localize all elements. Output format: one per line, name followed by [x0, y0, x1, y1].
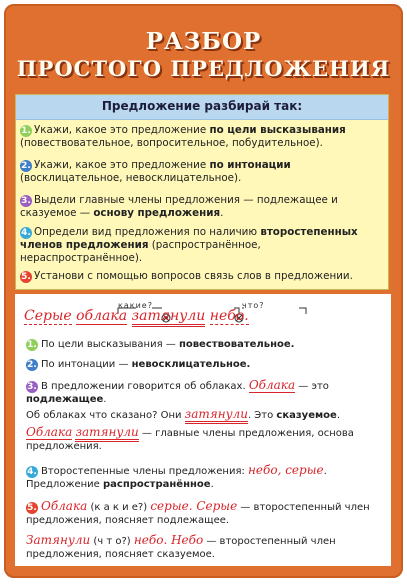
step-bold: по интонации: [209, 159, 291, 171]
step-bold: второстепенных членов предложения: [20, 226, 358, 251]
step-text: Укажи, какое это предложение: [34, 159, 210, 171]
title-line-1: РАЗБОР: [145, 28, 262, 55]
line-text: . Предложение: [26, 466, 327, 490]
analysis-line-5b: [26, 534, 391, 561]
guide-step-3: [20, 194, 384, 220]
step-text: Укажи, какое это предложение: [34, 124, 210, 136]
handwritten-word: Облака: [26, 425, 73, 439]
handwritten-word: серые. Серые: [150, 499, 238, 513]
poster: [4, 4, 403, 578]
line-number: 4.: [27, 467, 37, 477]
guide-header: Предложение разбирай так:: [16, 95, 388, 120]
example-word-4: небо.: [209, 308, 249, 324]
step-bold: по цели высказывания: [209, 124, 346, 136]
guide-step-5: [20, 270, 384, 283]
step-text: Выдели главные члены предложения — подлежащее и сказуемое —: [20, 194, 338, 219]
step-text: .: [220, 207, 224, 219]
question-kakie: какие?: [118, 301, 153, 310]
guide-step-2: [20, 159, 384, 185]
analysis-line-1: [26, 338, 391, 351]
line-bold: подлежащее: [26, 394, 104, 405]
line-text: . Это: [247, 410, 277, 421]
step-number: 2.: [21, 161, 31, 171]
example-sentence: [24, 308, 249, 324]
analysis-line-3b: [26, 408, 391, 422]
step-number: 4.: [21, 228, 31, 238]
line-text: .: [103, 394, 107, 405]
handwritten-word: Облака: [248, 378, 296, 392]
example-word-3: затянули: [132, 308, 206, 327]
step-text: Установи с помощью вопросов связь слов в предложении.: [34, 270, 353, 282]
line-number: 2.: [27, 360, 37, 370]
analysis-line-2: [26, 358, 391, 371]
line-text: Второстепенные члены предложения:: [41, 466, 249, 477]
step-text: (распространённое, нераспространённое).: [20, 239, 261, 264]
step-text: (повествовательное, вопросительное, побудительное).: [20, 137, 323, 149]
line-text: — второстепенный член предложения, поясняет сказуемое.: [26, 536, 336, 560]
handwritten-word: Облака: [41, 499, 88, 513]
example-word-2: облака: [76, 308, 128, 324]
line-number: 5.: [27, 503, 37, 513]
line-text: — это: [295, 381, 329, 392]
analysis-line-3c: [26, 426, 391, 453]
line-bold: невосклицательное.: [131, 359, 251, 370]
analysis-line-5: [26, 500, 391, 527]
step-text: (восклицательное, невосклицательное).: [20, 172, 242, 184]
handwritten-word: затянули: [185, 407, 248, 424]
step-number: 5.: [21, 272, 31, 282]
line-text: По интонации —: [41, 359, 132, 370]
handwritten-word: небо. Небо: [133, 533, 204, 547]
line-text: — главные члены предложения, основа предложения.: [26, 428, 354, 452]
handwritten-word: Затянули: [26, 533, 91, 547]
line-question: (ч т о?): [90, 536, 134, 547]
line-text: — второстепенный член предложения, поясняет подлежащее.: [26, 502, 370, 526]
line-number: 3.: [27, 382, 37, 392]
line-text: .: [336, 410, 340, 421]
line-text: Об облаках что сказано? Они: [26, 410, 185, 421]
poster-title: [4, 28, 403, 82]
line-text: .: [210, 479, 214, 490]
line-bold: сказуемое: [276, 410, 337, 421]
step-text: Определи вид предложения по наличию: [34, 226, 261, 238]
handwritten-word: затянули: [75, 425, 138, 442]
line-text: В предложении говорится об облаках.: [41, 381, 249, 392]
line-bold: распространённое: [102, 479, 211, 490]
line-bold: повествовательное.: [178, 339, 295, 350]
guide-panel: [15, 94, 389, 290]
line-text: По цели высказывания —: [41, 339, 179, 350]
guide-step-4: [20, 226, 384, 265]
title-line-2: ПРОСТОГО ПРЕДЛОЖЕНИЯ: [16, 56, 391, 81]
example-word-1: Серые: [24, 308, 72, 324]
analysis-line-3: [26, 379, 391, 406]
step-bold: основу предложения: [93, 207, 221, 219]
step-number: 3.: [21, 196, 31, 206]
handwritten-word: небо, серые: [248, 463, 324, 477]
question-chto: что?: [242, 301, 265, 310]
analysis-line-4: [26, 464, 391, 491]
arrow-line-4: [242, 308, 306, 314]
line-question: (к а к и е?): [87, 502, 151, 513]
step-number: 1.: [21, 126, 31, 136]
guide-step-1: [20, 124, 384, 150]
line-number: 1.: [27, 340, 37, 350]
